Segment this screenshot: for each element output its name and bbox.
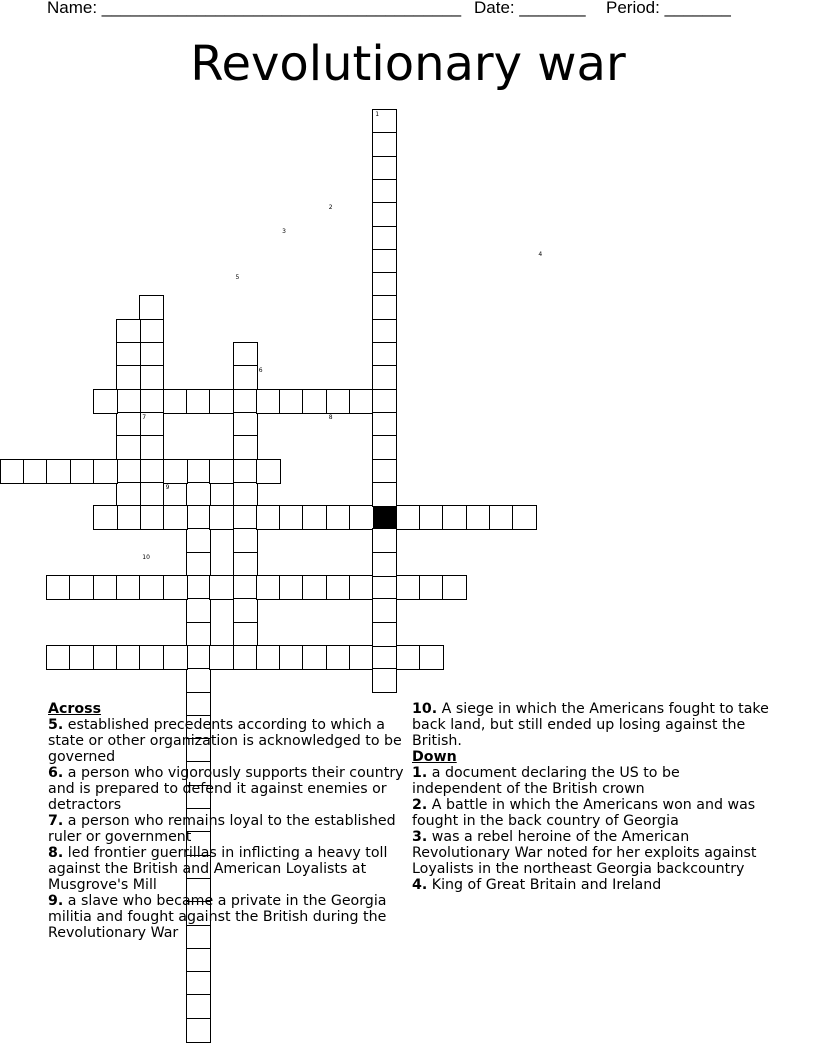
across-clue [48,717,406,765]
clue-number: 2. [412,797,428,813]
grid-cell[interactable] [372,226,397,251]
clue-text: a person who vigorously supports their country and is prepared to defend it against enemies or detractors [48,765,404,813]
grid-cell[interactable] [186,482,211,507]
grid-cell[interactable] [186,668,211,693]
clue-number-7: 7 [142,413,147,421]
grid-cell[interactable] [186,598,211,623]
grid-cell[interactable] [116,482,141,507]
grid-cell[interactable] [372,482,397,507]
clue-text: a person who remains loyal to the established ruler or government [48,813,396,845]
across-heading: Across [48,701,102,717]
grid-cell[interactable] [139,505,164,530]
date-field-label[interactable]: Date: _______ [474,0,586,17]
grid-cell[interactable] [372,528,397,553]
grid-cell[interactable] [116,319,141,344]
clue-text: a slave who became a private in the Georgia militia and fought against the British during the Revolutionary War [48,893,387,941]
clue-number: 1. [412,765,428,781]
grid-cell[interactable] [372,668,397,693]
grid-cell[interactable] [372,598,397,623]
grid-cell[interactable] [163,389,188,414]
grid-cell[interactable] [349,389,374,414]
grid-cell[interactable] [279,645,304,670]
down-clue [412,765,770,797]
grid-cell[interactable] [279,575,304,600]
grid-cell[interactable] [302,389,327,414]
clue-number: 5. [48,717,64,733]
grid-cell[interactable] [139,435,164,460]
grid-cell[interactable] [116,365,141,390]
grid-cell[interactable] [0,459,25,484]
grid-cell[interactable] [233,505,258,530]
grid-cell[interactable] [186,389,211,414]
grid-cell[interactable] [326,645,351,670]
grid-cell[interactable] [372,389,397,414]
grid-cell[interactable] [372,156,397,181]
grid-cell[interactable] [372,552,397,577]
grid-cell[interactable] [372,645,397,670]
grid-cell[interactable] [186,528,211,553]
clue-number-6: 6 [258,367,263,375]
grid-cell[interactable] [372,435,397,460]
grid-cell[interactable] [233,482,258,507]
grid-cell[interactable] [69,459,94,484]
grid-cell[interactable] [302,505,327,530]
puzzle-title: Revolutionary war [190,36,626,92]
grid-cell[interactable] [256,505,281,530]
grid-cell[interactable] [116,645,141,670]
grid-cell[interactable] [139,459,164,484]
grid-cell[interactable] [93,389,118,414]
grid-cell[interactable] [69,575,94,600]
grid-cell[interactable] [372,319,397,344]
grid-cell[interactable] [302,575,327,600]
clue-number: 3. [412,829,428,845]
grid-cell[interactable] [93,459,118,484]
across-clue [48,813,406,845]
grid-cell[interactable] [209,389,234,414]
grid-cell[interactable] [139,295,164,320]
grid-cell[interactable] [372,412,397,437]
grid-cell[interactable] [372,342,397,367]
grid-cell[interactable] [233,459,258,484]
grid-cell[interactable] [396,505,421,530]
clue-text: King of Great Britain and Ireland [427,877,662,893]
clue-number-2: 2 [328,204,333,212]
grid-cell[interactable] [233,528,258,553]
grid-cell[interactable] [372,249,397,274]
down-clue [412,877,770,893]
clue-number-1: 1 [375,111,380,118]
grid-cell[interactable] [186,1018,211,1043]
clue-number: 7. [48,813,64,829]
grid-cell[interactable] [372,575,397,600]
clue-number-3: 3 [282,227,286,235]
grid-cell[interactable] [139,575,164,600]
grid-cell[interactable] [209,505,234,530]
grid-cell[interactable] [116,389,141,414]
grid-cell[interactable] [256,575,281,600]
grid-cell[interactable] [372,365,397,390]
grid-cell[interactable] [349,645,374,670]
clue-number: 6. [48,765,64,781]
grid-cell[interactable] [186,459,211,484]
grid-cell[interactable] [93,575,118,600]
grid-cell[interactable] [46,459,71,484]
grid-cell[interactable] [256,459,281,484]
grid-cell[interactable] [372,272,397,297]
grid-cell[interactable] [163,575,188,600]
grid-cell[interactable] [116,435,141,460]
grid-cell[interactable] [23,459,48,484]
clue-number: 4. [412,877,428,893]
clue-number-4: 4 [538,250,543,258]
clue-number: 8. [48,845,64,861]
grid-cell[interactable] [372,459,397,484]
grid-cell[interactable] [349,505,374,530]
period-field-label[interactable]: Period: _______ [606,0,731,17]
grid-cell[interactable] [139,482,164,507]
grid-cell[interactable] [233,598,258,623]
grid-cell[interactable] [372,202,397,227]
clue-number: 10. [412,701,438,717]
grid-cell[interactable] [233,342,258,367]
across-clues [48,701,406,941]
grid-cell[interactable] [46,645,71,670]
grid-cell[interactable] [233,412,258,437]
grid-cell[interactable] [279,505,304,530]
grid-cell[interactable] [466,505,491,530]
grid-cell[interactable] [116,412,141,437]
grid-cell[interactable] [233,622,258,647]
grid-cell[interactable] [233,645,258,670]
clue-number-5: 5 [235,274,240,282]
clue-text: established precedents according to which a state or other organization is acknowledged to be governed [48,717,402,765]
clue-number-8: 8 [328,413,333,421]
grid-cell[interactable] [186,575,211,600]
grid-cell[interactable] [209,459,234,484]
name-field-label[interactable]: Name: ______________________________________ [47,0,462,17]
grid-cell[interactable] [186,505,211,530]
grid-cell[interactable] [372,295,397,320]
grid-cell[interactable] [116,342,141,367]
grid-cell[interactable] [139,342,164,367]
grid-cell[interactable] [302,645,327,670]
clue-text: A siege in which the Americans fought to take back land, but still ended up losing against the British. [412,701,769,749]
grid-cell[interactable] [163,459,188,484]
grid-cell[interactable] [186,622,211,647]
grid-cell[interactable] [396,645,421,670]
grid-cell[interactable] [116,505,141,530]
grid-cell[interactable] [93,505,118,530]
grid-cell[interactable] [233,435,258,460]
grid-cell[interactable] [233,389,258,414]
clue-text: led frontier guerrillas in inflicting a heavy toll against the British and American Loyalists at Musgrove's Mill [48,845,388,893]
down-clue [412,797,770,829]
grid-cell[interactable] [512,505,537,530]
grid-cell[interactable] [279,389,304,414]
grid-cell[interactable] [349,575,374,600]
clue-text: was a rebel heroine of the American Revolutionary War noted for her exploits against Loyalists in the northeast Georgia backcountry [412,829,757,877]
grid-cell[interactable] [186,994,211,1019]
grid-cell[interactable] [326,575,351,600]
grid-cell[interactable] [233,552,258,577]
across-clue [48,765,406,813]
right-clue-column [412,701,770,893]
across-clue [48,893,406,941]
grid-cell[interactable] [326,389,351,414]
grid-cell[interactable] [396,575,421,600]
grid-cell[interactable] [372,179,397,204]
grid-cell[interactable] [116,575,141,600]
grid-cell[interactable] [186,971,211,996]
grid-cell[interactable] [139,365,164,390]
grid-cell[interactable] [93,645,118,670]
grid-cell[interactable] [372,132,397,157]
grid-cell[interactable] [256,389,281,414]
grid-cell[interactable] [419,645,444,670]
grid-cell[interactable] [163,645,188,670]
grid-cell[interactable] [186,948,211,973]
down-clue [412,829,770,877]
across-clue [48,845,406,893]
clue-number: 9. [48,893,64,909]
clue-number-9: 9 [165,483,170,491]
grid-cell[interactable] [209,645,234,670]
clue-text: a document declaring the US to be independent of the British crown [412,765,680,797]
grid-cell[interactable] [163,505,188,530]
grid-cell[interactable] [139,389,164,414]
grid-cell[interactable] [139,319,164,344]
grid-cell[interactable] [46,575,71,600]
grid-cell[interactable] [442,575,467,600]
grid-cell[interactable] [442,505,467,530]
clue-text: A battle in which the Americans won and was fought in the back country of Georgia [412,797,756,829]
grid-cell[interactable] [419,575,444,600]
grid-cell[interactable] [233,575,258,600]
grid-cell[interactable] [186,552,211,577]
grid-cell[interactable] [209,575,234,600]
grid-cell[interactable] [116,459,141,484]
grid-block [372,505,397,530]
grid-cell[interactable] [489,505,514,530]
grid-cell[interactable] [139,645,164,670]
grid-cell[interactable] [186,645,211,670]
across-clue [412,701,770,749]
grid-cell[interactable] [326,505,351,530]
header [0,0,816,24]
grid-cell[interactable] [256,645,281,670]
down-heading: Down [412,749,457,765]
grid-cell[interactable] [233,365,258,390]
grid-cell[interactable] [419,505,444,530]
grid-cell[interactable] [372,622,397,647]
clue-number-10: 10 [142,553,150,561]
grid-cell[interactable] [69,645,94,670]
